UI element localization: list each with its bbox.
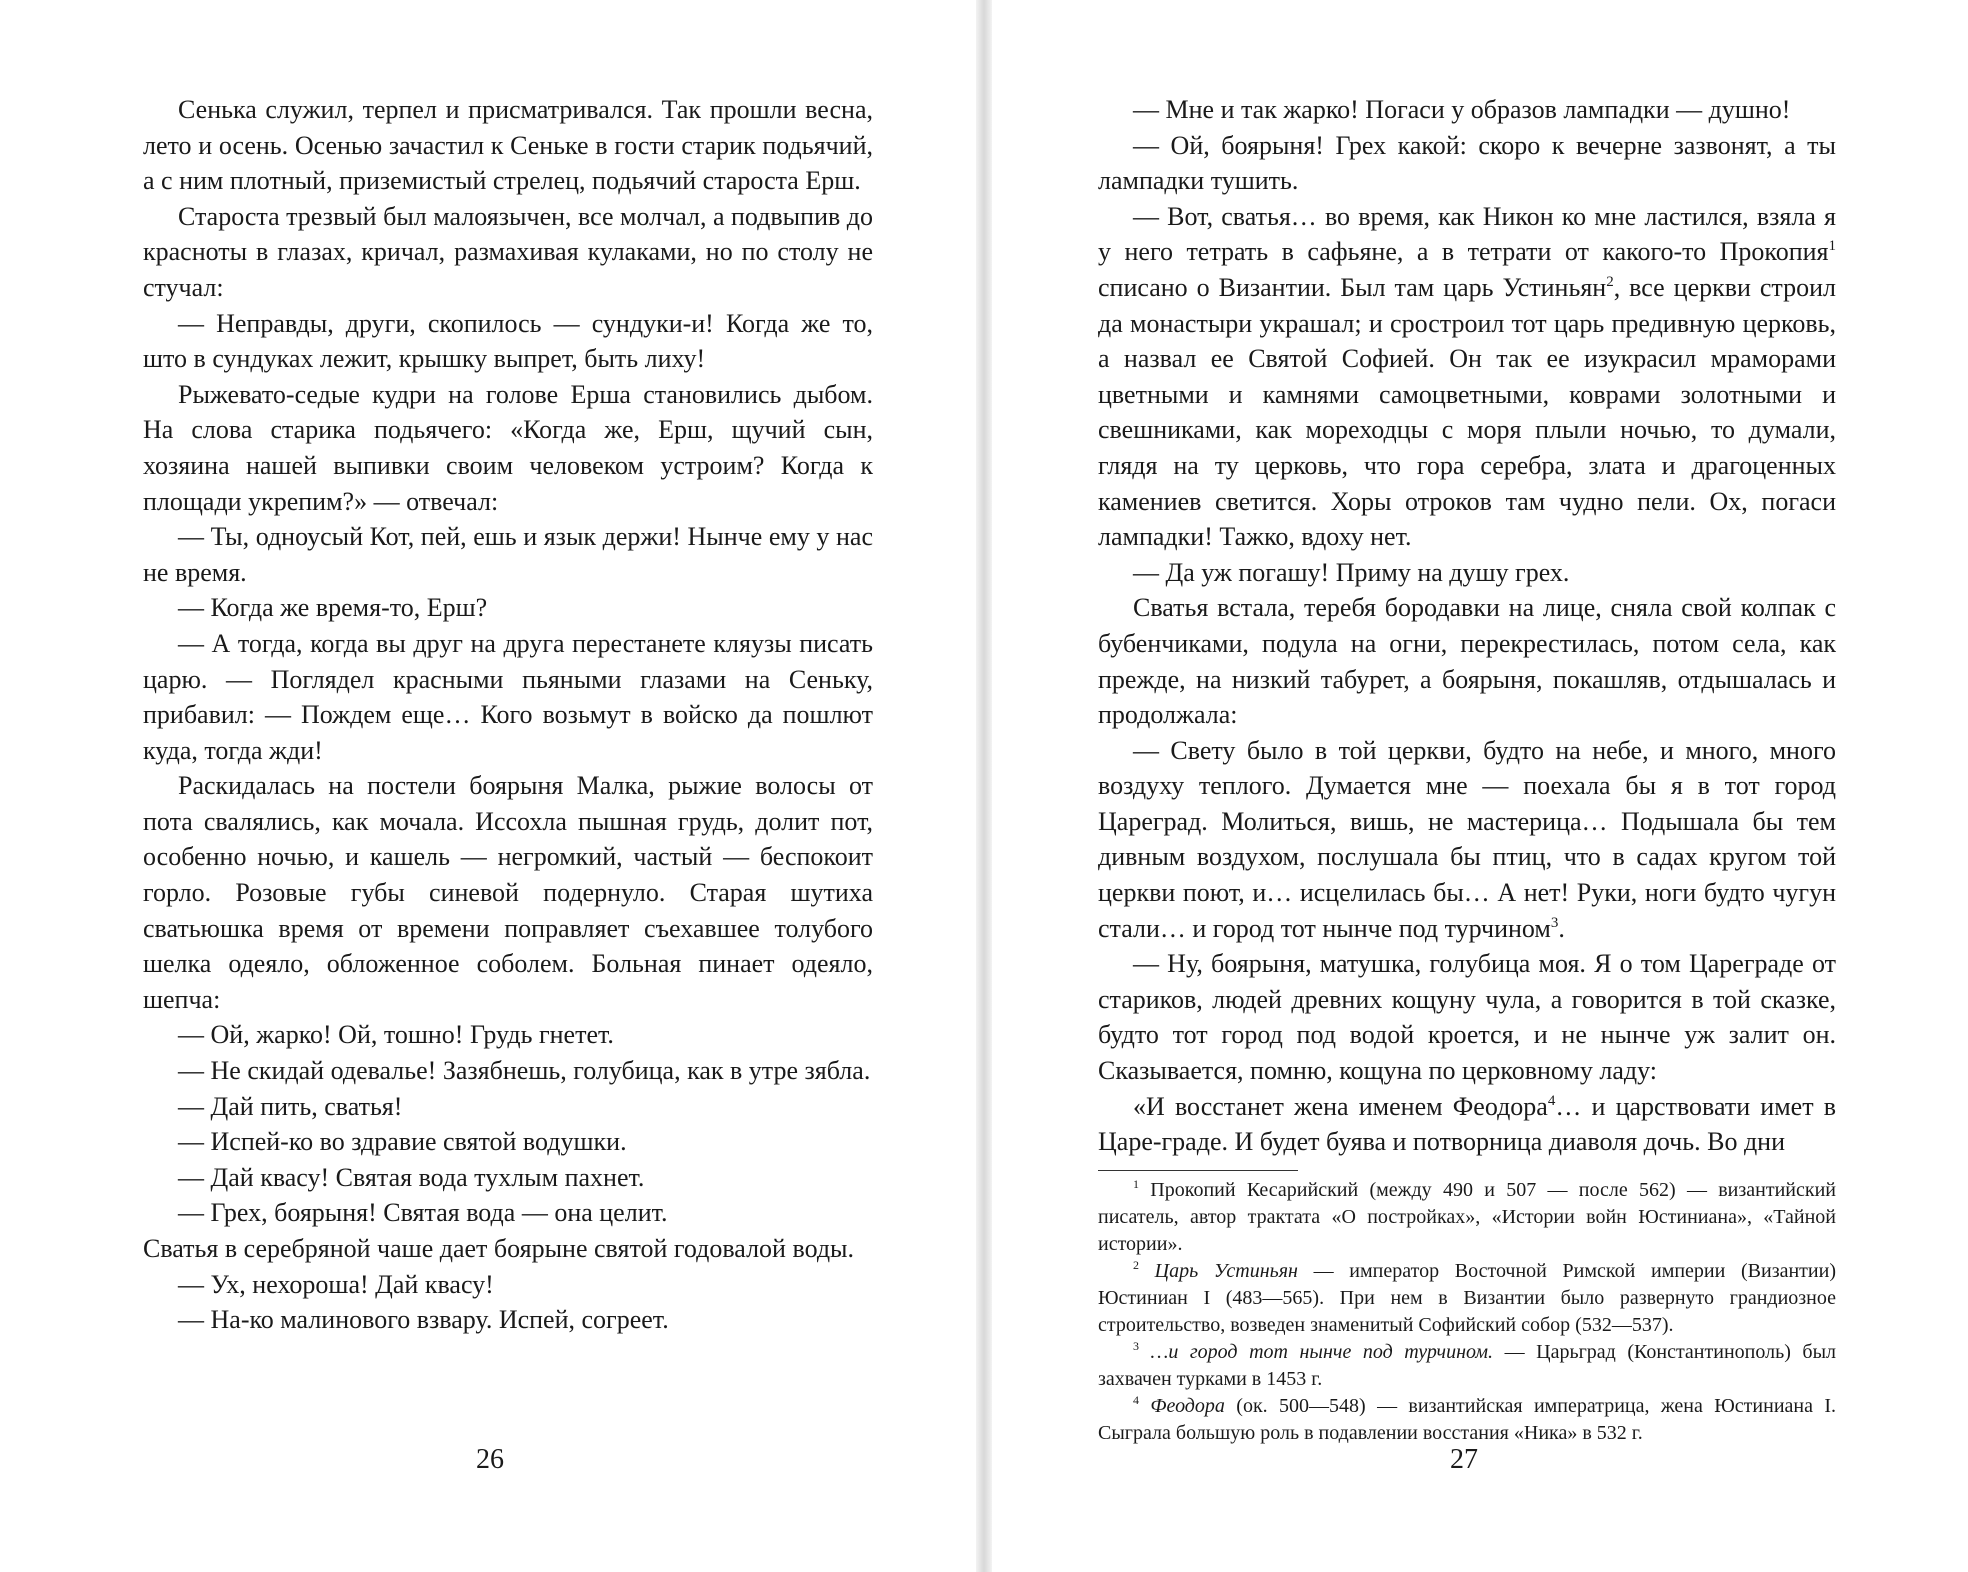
paragraph: — Не скидай одевалье! Зазябнешь, голубица, как в утре зябла. xyxy=(178,1056,871,1086)
footnote-ref: 3 xyxy=(1550,914,1559,931)
paragraph: Рыжевато-седые кудри на голове Ерша становились дыбом. На слова старика подьячего: «Когда же, Ерш, щучий сын, хозяина нашей выпивки своим человеком устроим? Когда к площади укрепим?» — отвечал: xyxy=(143,379,873,516)
left-page-text xyxy=(143,92,873,1338)
book-gutter xyxy=(976,0,992,1572)
footnotes xyxy=(1098,1177,1836,1447)
paragraph: Сватья встала, теребя бородавки на лице, сняла свой колпак с бубенчиками, подула на огни, перекрестилась, потом села, как прежде, на низкий табурет, а боярыня, покашляв, отдышалась и продолжала: xyxy=(1098,593,1836,730)
footnote: $^2$ Царь Устиньян — император Восточной Римской империи (Византии) Юстиниан I (483—565). При нем в Византии было развернуто грандиозное строительство, возведен знаменитый Софийский собор (532—537). xyxy=(1098,1258,1836,1336)
page-number: 26 xyxy=(476,1444,504,1475)
paragraph: Сенька служил, терпел и присматривался. Так прошли весна, лето и осень. Осенью зачастил к Сеньке в гости старик подьячий, а с ним плотный, приземистый стрелец, подьячий староста Ерш. xyxy=(143,95,873,196)
footnote-rule xyxy=(1098,1170,1298,1171)
paragraph: — Да уж погашу! Приму на душу грех. xyxy=(1133,557,1570,587)
paragraph: — Ой, боярыня! Грех какой: скоро к вечерне зазвонят, а ты лампадки тушить. xyxy=(1098,130,1836,196)
paragraph: — Ой, жарко! Ой, тошно! Грудь гнетет. xyxy=(178,1020,614,1050)
paragraph: — Ты, одноусый Кот, пей, ешь и язык держи! Нынче ему у нас не время. xyxy=(143,522,873,587)
paragraph: — А тогда, когда вы друг на друга перестанете кляузы писать царю. — Поглядел красными пьяными глазами на Сеньку, прибавил: — Пождем еще… Кого возьмут в войско да пошлют куда, тогда жди! xyxy=(143,628,873,765)
right-page-text xyxy=(1098,92,1836,1160)
paragraph: — Мне и так жарко! Погаси у образов лампадки — душно! xyxy=(1133,95,1791,124)
paragraph: — На-ко малинового взвару. Испей, согреет. xyxy=(178,1305,669,1335)
footnote: $^4$ Феодора (ок. 500—548) — византийская императрица, жена Юстиниана I. Сыграла большую роль в подавлении восстания «Ника» в 532 г. xyxy=(1098,1393,1837,1444)
left-page xyxy=(0,0,976,1572)
paragraph: Раскидалась на постели боярыня Малка, рыжие волосы от пота свалялись, как мочала. Иссохла пышная грудь, долит пот, особенно ночью, и кашель — негромкий, частый — беспокоит горло. Розовые губы синевой подернуло. Старая шутиха сватьюшка время от времени поправляет съехавшее толубого шелка одеяло, обложенное соболем. Больная пинает одеяло, шепча: xyxy=(143,771,873,1014)
paragraph: — Ух, нехороша! Дай квасу! xyxy=(178,1269,494,1299)
paragraph: — Ну, боярыня, матушка, голубица моя. Я о том Цареграде от стариков, людей древних кощуну чула, а говорится в той сказке, будто тот город под водой кроется, и не нынче уж залит он. Сказывается, помню, кощуна по церковному ладу: xyxy=(1098,949,1836,1086)
paragraph: Сватья в серебряной чаше дает боярыне святой годовалой воды. xyxy=(143,1234,855,1263)
paragraph: — Испей-ко во здравие святой водушки. xyxy=(178,1127,627,1157)
footnote-ref: 1 xyxy=(1828,238,1836,255)
paragraph: — Неправды, други, скопилось — сундуки-и! Когда же то, што в сундуках лежит, крышку выпрет, быть лиху! xyxy=(143,308,873,374)
paragraph: — Вот, сватья… во время, как Никон ко мне ластился, взяла я у него тетрать в сафьяне, а в тетрати от какого-то Прокопия$^1$ списано о Византии. Был там царь Устиньян$^2$, все церкви строил да монастыри украшал; и сростроил тот царь предивную церковь, а назвал ее Святой Софией. Он так ее изукрасил мраморами цветными и камнями самоцветными, коврами золотными и свешниками, как мореходцы с моря плыли ночью, то думали, глядя на ту церковь, что гора серебра, злата и драгоценных камениев светится. Хоры отроков там чудно пели. Ох, погаси лампадки! Тажко, вдоху нет. xyxy=(1098,201,1837,552)
paragraph: «И восстанет жена именем Феодора$^4$… и царствовати имет в Царе-граде. И будет буява и потворница диаволя дочь. Во дни xyxy=(1098,1091,1836,1157)
page-number: 27 xyxy=(1450,1444,1478,1475)
paragraph: Староста трезвый был малоязычен, все молчал, а подвыпив до красноты в глазах, кричал, размахивая кулаками, но по столу не стучал: xyxy=(143,201,873,302)
footnote-ref: 4 xyxy=(1547,1092,1556,1109)
footnote: $^1$ Прокопий Кесарийский (между 490 и 507 — после 562) — византийский писатель, автор трактата «О постройках», «Истории войн Юстиниана», «Тайной истории». xyxy=(1098,1177,1837,1255)
paragraph: — Дай пить, сватья! xyxy=(178,1091,403,1121)
paragraph: — Когда же время-то, Ерш? xyxy=(178,593,488,623)
right-page xyxy=(992,0,1968,1572)
footnote-ref: 2 xyxy=(1606,273,1614,290)
paragraph: — Грех, боярыня! Святая вода — она целит. xyxy=(178,1198,668,1228)
paragraph: — Свету было в той церкви, будто на небе, и много, много воздуху теплого. Думается мне — поехала бы я в тот город Цареград. Молиться, вишь, не мастерица… Подышала бы тем дивным воздухом, послушала бы птиц, что в садах кругом той церкви поют, и… исцелилась бы… А нет! Руки, ноги будто чугун стали… и город тот нынче под турчином$^3$. xyxy=(1098,735,1836,943)
paragraph: — Дай квасу! Святая вода тухлым пахнет. xyxy=(178,1162,645,1192)
footnote: $^3$ …и город тот нынче под турчином. — Царьград (Константинополь) был захвачен турками в 1453 г. xyxy=(1098,1339,1836,1390)
